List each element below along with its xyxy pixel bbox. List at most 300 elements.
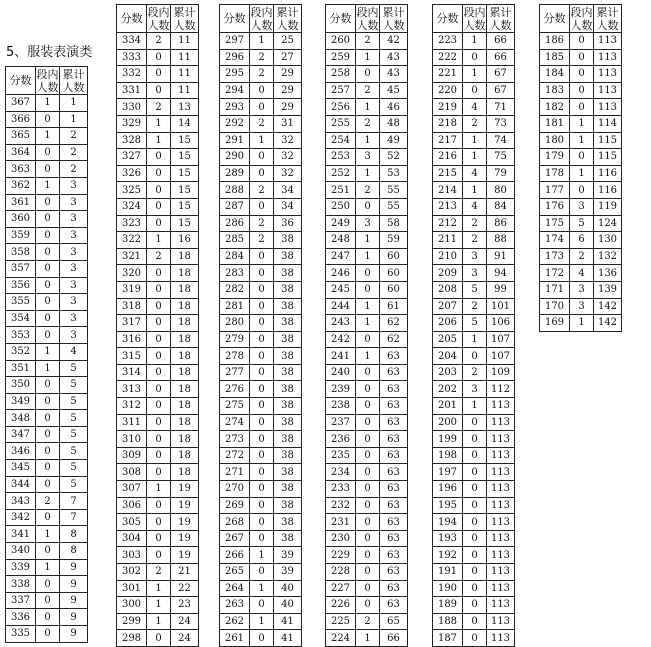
cell-within: 0 — [356, 597, 380, 614]
table-row — [6, 460, 88, 477]
header-within: 段内人数 — [356, 5, 379, 32]
table-row — [220, 431, 302, 448]
table-row — [326, 66, 408, 83]
table-row — [540, 165, 622, 182]
cell-cumulative: 18 — [171, 398, 199, 415]
table-row — [117, 115, 199, 132]
table-row — [433, 564, 515, 581]
cell-cumulative: 66 — [487, 49, 515, 66]
cell-cumulative: 32 — [274, 132, 302, 149]
cell-score: 263 — [220, 597, 250, 614]
cell-within: 0 — [356, 414, 380, 431]
table-row — [433, 315, 515, 332]
cell-cumulative: 60 — [380, 248, 408, 265]
cell-cumulative: 115 — [594, 132, 622, 149]
cell-within: 0 — [36, 509, 60, 526]
cell-cumulative: 66 — [380, 630, 408, 647]
cell-score: 250 — [326, 198, 356, 215]
cell-score: 295 — [220, 66, 250, 83]
table-row — [433, 364, 515, 381]
cell-within: 1 — [463, 66, 487, 83]
cell-score: 173 — [540, 248, 570, 265]
cell-score: 363 — [6, 161, 36, 178]
cell-within: 0 — [250, 315, 274, 332]
table-row — [433, 514, 515, 531]
cell-within: 0 — [356, 497, 380, 514]
cell-within: 0 — [250, 281, 274, 298]
cell-within: 0 — [147, 364, 171, 381]
cell-score: 327 — [117, 149, 147, 166]
cell-cumulative: 113 — [594, 49, 622, 66]
cell-cumulative: 86 — [487, 215, 515, 232]
cell-within: 0 — [250, 597, 274, 614]
cell-cumulative: 53 — [380, 165, 408, 182]
cell-within: 0 — [463, 514, 487, 531]
cell-score: 356 — [6, 277, 36, 294]
cell-within: 0 — [147, 315, 171, 332]
table-row — [326, 281, 408, 298]
cell-within: 2 — [463, 115, 487, 132]
cell-cumulative: 9 — [60, 559, 88, 576]
cell-within: 4 — [463, 165, 487, 182]
table-row — [326, 514, 408, 531]
cell-within: 0 — [36, 476, 60, 493]
cell-within: 1 — [36, 559, 60, 576]
cell-score: 332 — [117, 66, 147, 83]
cell-score: 238 — [326, 398, 356, 415]
cell-within: 0 — [356, 431, 380, 448]
table-row — [220, 248, 302, 265]
cell-cumulative: 63 — [380, 514, 408, 531]
cell-within: 2 — [250, 115, 274, 132]
table-row — [540, 315, 622, 332]
cell-cumulative: 73 — [487, 115, 515, 132]
table-row — [117, 597, 199, 614]
cell-within: 0 — [463, 447, 487, 464]
cell-score: 217 — [433, 132, 463, 149]
cell-cumulative: 3 — [60, 294, 88, 311]
table-row — [220, 381, 302, 398]
cell-within: 0 — [36, 294, 60, 311]
cell-score: 191 — [433, 564, 463, 581]
cell-score: 355 — [6, 294, 36, 311]
table-row — [326, 82, 408, 99]
cell-within: 0 — [36, 244, 60, 261]
table-row — [220, 33, 302, 50]
cell-cumulative: 113 — [487, 414, 515, 431]
cell-score: 307 — [117, 481, 147, 498]
cell-within: 0 — [36, 144, 60, 161]
cell-score: 350 — [6, 377, 36, 394]
cell-cumulative: 61 — [380, 298, 408, 315]
cell-within: 0 — [147, 66, 171, 83]
cell-score: 329 — [117, 115, 147, 132]
cell-cumulative: 38 — [274, 497, 302, 514]
cell-within: 0 — [250, 431, 274, 448]
cell-score: 260 — [326, 33, 356, 50]
cell-within: 2 — [463, 232, 487, 249]
cell-score: 359 — [6, 227, 36, 244]
cell-cumulative: 142 — [594, 315, 622, 332]
cell-within: 1 — [147, 481, 171, 498]
cell-cumulative: 60 — [380, 281, 408, 298]
cell-score: 226 — [326, 597, 356, 614]
table-row — [540, 149, 622, 166]
table-row — [326, 547, 408, 564]
table-row — [433, 281, 515, 298]
cell-within: 1 — [463, 33, 487, 50]
cell-cumulative: 107 — [487, 348, 515, 365]
cell-within: 0 — [463, 481, 487, 498]
cell-score: 258 — [326, 66, 356, 83]
table-row — [433, 215, 515, 232]
cell-cumulative: 58 — [380, 215, 408, 232]
cell-within: 0 — [463, 613, 487, 630]
cell-cumulative: 113 — [594, 33, 622, 50]
table-row — [220, 215, 302, 232]
cell-score: 366 — [6, 111, 36, 128]
score-table-5 — [432, 4, 515, 647]
cell-score: 257 — [326, 82, 356, 99]
table-row — [540, 115, 622, 132]
cell-cumulative: 5 — [60, 443, 88, 460]
table-row — [117, 381, 199, 398]
cell-cumulative: 136 — [594, 265, 622, 282]
table-row — [540, 215, 622, 232]
cell-score: 286 — [220, 215, 250, 232]
table-row — [117, 348, 199, 365]
cell-within: 0 — [147, 82, 171, 99]
header-within: 段内人数 — [570, 5, 593, 32]
cell-within: 0 — [356, 364, 380, 381]
cell-within: 0 — [36, 393, 60, 410]
cell-cumulative: 2 — [60, 161, 88, 178]
header-cumulative: 累计人数 — [274, 5, 302, 33]
cell-within: 0 — [356, 464, 380, 481]
section-title: 5、服装表演类 — [6, 45, 93, 60]
cell-cumulative: 15 — [171, 215, 199, 232]
cell-within: 0 — [356, 530, 380, 547]
cell-score: 234 — [326, 464, 356, 481]
cell-within: 0 — [36, 227, 60, 244]
cell-score: 343 — [6, 493, 36, 510]
cell-score: 294 — [220, 82, 250, 99]
table-row — [117, 82, 199, 99]
table-row — [326, 331, 408, 348]
cell-cumulative: 34 — [274, 182, 302, 199]
cell-within: 0 — [36, 260, 60, 277]
cell-score: 306 — [117, 497, 147, 514]
cell-score: 336 — [6, 609, 36, 626]
cell-cumulative: 113 — [487, 497, 515, 514]
cell-score: 266 — [220, 547, 250, 564]
cell-cumulative: 130 — [594, 232, 622, 249]
cell-score: 334 — [117, 33, 147, 50]
cell-score: 315 — [117, 348, 147, 365]
table-row — [540, 182, 622, 199]
cell-score: 331 — [117, 82, 147, 99]
cell-score: 342 — [6, 509, 36, 526]
table-row — [326, 564, 408, 581]
cell-cumulative: 19 — [171, 481, 199, 498]
cell-cumulative: 16 — [171, 232, 199, 249]
cell-score: 225 — [326, 613, 356, 630]
cell-score: 275 — [220, 398, 250, 415]
table-row — [220, 132, 302, 149]
cell-cumulative: 3 — [60, 244, 88, 261]
cell-score: 276 — [220, 381, 250, 398]
cell-score: 193 — [433, 530, 463, 547]
table-row — [540, 132, 622, 149]
table-row — [220, 82, 302, 99]
cell-cumulative: 18 — [171, 414, 199, 431]
cell-within: 2 — [36, 493, 60, 510]
cell-within: 0 — [463, 464, 487, 481]
cell-score: 245 — [326, 281, 356, 298]
cell-within: 3 — [463, 248, 487, 265]
cell-score: 349 — [6, 393, 36, 410]
cell-cumulative: 113 — [594, 82, 622, 99]
cell-cumulative: 113 — [487, 514, 515, 531]
cell-score: 301 — [117, 580, 147, 597]
cell-score: 316 — [117, 331, 147, 348]
cell-within: 0 — [250, 398, 274, 415]
cell-within: 0 — [147, 431, 171, 448]
cell-score: 287 — [220, 198, 250, 215]
cell-within: 1 — [36, 95, 60, 112]
table-row — [540, 66, 622, 83]
cell-cumulative: 63 — [380, 447, 408, 464]
table-row — [220, 165, 302, 182]
cell-cumulative: 27 — [274, 49, 302, 66]
cell-score: 289 — [220, 165, 250, 182]
table-row — [117, 580, 199, 597]
cell-cumulative: 80 — [487, 182, 515, 199]
cell-cumulative: 18 — [171, 281, 199, 298]
table-row — [220, 315, 302, 332]
cell-score: 347 — [6, 426, 36, 443]
cell-within: 0 — [36, 410, 60, 427]
cell-cumulative: 119 — [594, 198, 622, 215]
cell-within: 1 — [356, 49, 380, 66]
table-row — [6, 128, 88, 145]
cell-within: 2 — [570, 248, 594, 265]
cell-within: 2 — [356, 82, 380, 99]
cell-score: 285 — [220, 232, 250, 249]
cell-cumulative: 38 — [274, 398, 302, 415]
cell-within: 1 — [36, 526, 60, 543]
cell-score: 291 — [220, 132, 250, 149]
cell-cumulative: 15 — [171, 182, 199, 199]
table-row — [117, 99, 199, 116]
cell-score: 282 — [220, 281, 250, 298]
cell-cumulative: 5 — [60, 410, 88, 427]
table-row — [6, 592, 88, 609]
table-row — [6, 310, 88, 327]
table-row — [220, 630, 302, 647]
cell-within: 0 — [463, 82, 487, 99]
cell-within: 0 — [250, 447, 274, 464]
cell-within: 0 — [356, 514, 380, 531]
table-row — [6, 327, 88, 344]
cell-score: 201 — [433, 398, 463, 415]
cell-cumulative: 38 — [274, 265, 302, 282]
table-row — [117, 298, 199, 315]
table-row — [117, 414, 199, 431]
cell-score: 184 — [540, 66, 570, 83]
cell-score: 197 — [433, 464, 463, 481]
table-row — [220, 414, 302, 431]
cell-score: 247 — [326, 248, 356, 265]
cell-cumulative: 2 — [60, 128, 88, 145]
cell-within: 0 — [356, 265, 380, 282]
cell-score: 268 — [220, 514, 250, 531]
table-row — [220, 447, 302, 464]
cell-score: 278 — [220, 348, 250, 365]
cell-score: 313 — [117, 381, 147, 398]
cell-cumulative: 84 — [487, 198, 515, 215]
table-row — [326, 530, 408, 547]
cell-cumulative: 2 — [60, 144, 88, 161]
table-row — [433, 348, 515, 365]
cell-within: 0 — [36, 377, 60, 394]
table-row — [540, 33, 622, 50]
cell-score: 170 — [540, 298, 570, 315]
table-row — [540, 99, 622, 116]
cell-within: 0 — [250, 82, 274, 99]
cell-within: 2 — [147, 33, 171, 50]
cell-cumulative: 71 — [487, 99, 515, 116]
cell-score: 210 — [433, 248, 463, 265]
cell-within: 0 — [250, 248, 274, 265]
cell-within: 3 — [356, 215, 380, 232]
cell-cumulative: 39 — [274, 547, 302, 564]
cell-cumulative: 5 — [60, 360, 88, 377]
cell-within: 1 — [570, 315, 594, 332]
table-row — [220, 232, 302, 249]
cell-within: 0 — [570, 33, 594, 50]
cell-score: 274 — [220, 414, 250, 431]
table-row — [326, 348, 408, 365]
cell-cumulative: 116 — [594, 182, 622, 199]
cell-cumulative: 63 — [380, 580, 408, 597]
cell-cumulative: 63 — [380, 414, 408, 431]
table-row — [220, 331, 302, 348]
cell-cumulative: 11 — [171, 49, 199, 66]
cell-cumulative: 18 — [171, 348, 199, 365]
cell-cumulative: 29 — [274, 82, 302, 99]
cell-cumulative: 132 — [594, 248, 622, 265]
table-row — [433, 497, 515, 514]
cell-score: 321 — [117, 248, 147, 265]
cell-cumulative: 113 — [487, 597, 515, 614]
table-row — [540, 281, 622, 298]
cell-within: 0 — [36, 194, 60, 211]
cell-score: 241 — [326, 348, 356, 365]
table-row — [6, 227, 88, 244]
cell-within: 0 — [250, 99, 274, 116]
cell-within: 0 — [147, 348, 171, 365]
table-row — [540, 248, 622, 265]
cell-cumulative: 31 — [274, 115, 302, 132]
table-row — [433, 66, 515, 83]
table-row — [326, 464, 408, 481]
header-score: 分数 — [6, 67, 36, 95]
cell-within: 0 — [147, 182, 171, 199]
cell-within: 4 — [570, 265, 594, 282]
cell-within: 0 — [250, 265, 274, 282]
cell-cumulative: 63 — [380, 364, 408, 381]
table-row — [117, 149, 199, 166]
cell-score: 249 — [326, 215, 356, 232]
cell-cumulative: 18 — [171, 331, 199, 348]
cell-within: 2 — [356, 115, 380, 132]
cell-within: 0 — [570, 99, 594, 116]
cell-within: 0 — [463, 564, 487, 581]
table-row — [6, 493, 88, 510]
cell-within: 0 — [147, 530, 171, 547]
cell-score: 361 — [6, 194, 36, 211]
cell-within: 0 — [356, 564, 380, 581]
cell-cumulative: 55 — [380, 182, 408, 199]
cell-score: 320 — [117, 265, 147, 282]
cell-score: 358 — [6, 244, 36, 261]
table-row — [220, 66, 302, 83]
table-row — [433, 481, 515, 498]
cell-cumulative: 3 — [60, 327, 88, 344]
cell-within: 0 — [356, 281, 380, 298]
cell-within: 0 — [36, 111, 60, 128]
table-row — [220, 265, 302, 282]
cell-cumulative: 5 — [60, 460, 88, 477]
cell-cumulative: 1 — [60, 111, 88, 128]
table-row — [433, 597, 515, 614]
cell-score: 196 — [433, 481, 463, 498]
cell-within: 0 — [356, 66, 380, 83]
table-row — [220, 564, 302, 581]
cell-within: 2 — [463, 364, 487, 381]
cell-score: 199 — [433, 431, 463, 448]
cell-cumulative: 52 — [380, 149, 408, 166]
cell-cumulative: 42 — [380, 33, 408, 50]
cell-within: 0 — [356, 398, 380, 415]
cell-cumulative: 63 — [380, 564, 408, 581]
cell-within: 4 — [463, 99, 487, 116]
cell-cumulative: 38 — [274, 315, 302, 332]
cell-cumulative: 18 — [171, 381, 199, 398]
table-row — [6, 426, 88, 443]
cell-cumulative: 63 — [380, 530, 408, 547]
cell-within: 0 — [36, 543, 60, 560]
table-row — [6, 277, 88, 294]
cell-cumulative: 75 — [487, 149, 515, 166]
cell-within: 0 — [463, 547, 487, 564]
cell-score: 221 — [433, 66, 463, 83]
cell-cumulative: 55 — [380, 198, 408, 215]
cell-score: 273 — [220, 431, 250, 448]
table-row — [326, 49, 408, 66]
cell-within: 1 — [36, 128, 60, 145]
cell-score: 319 — [117, 281, 147, 298]
cell-cumulative: 19 — [171, 547, 199, 564]
cell-cumulative: 38 — [274, 464, 302, 481]
table-row — [220, 99, 302, 116]
header-cumulative: 累计人数 — [60, 67, 88, 95]
cell-score: 246 — [326, 265, 356, 282]
table-row — [540, 298, 622, 315]
cell-cumulative: 113 — [487, 630, 515, 647]
cell-cumulative: 18 — [171, 298, 199, 315]
